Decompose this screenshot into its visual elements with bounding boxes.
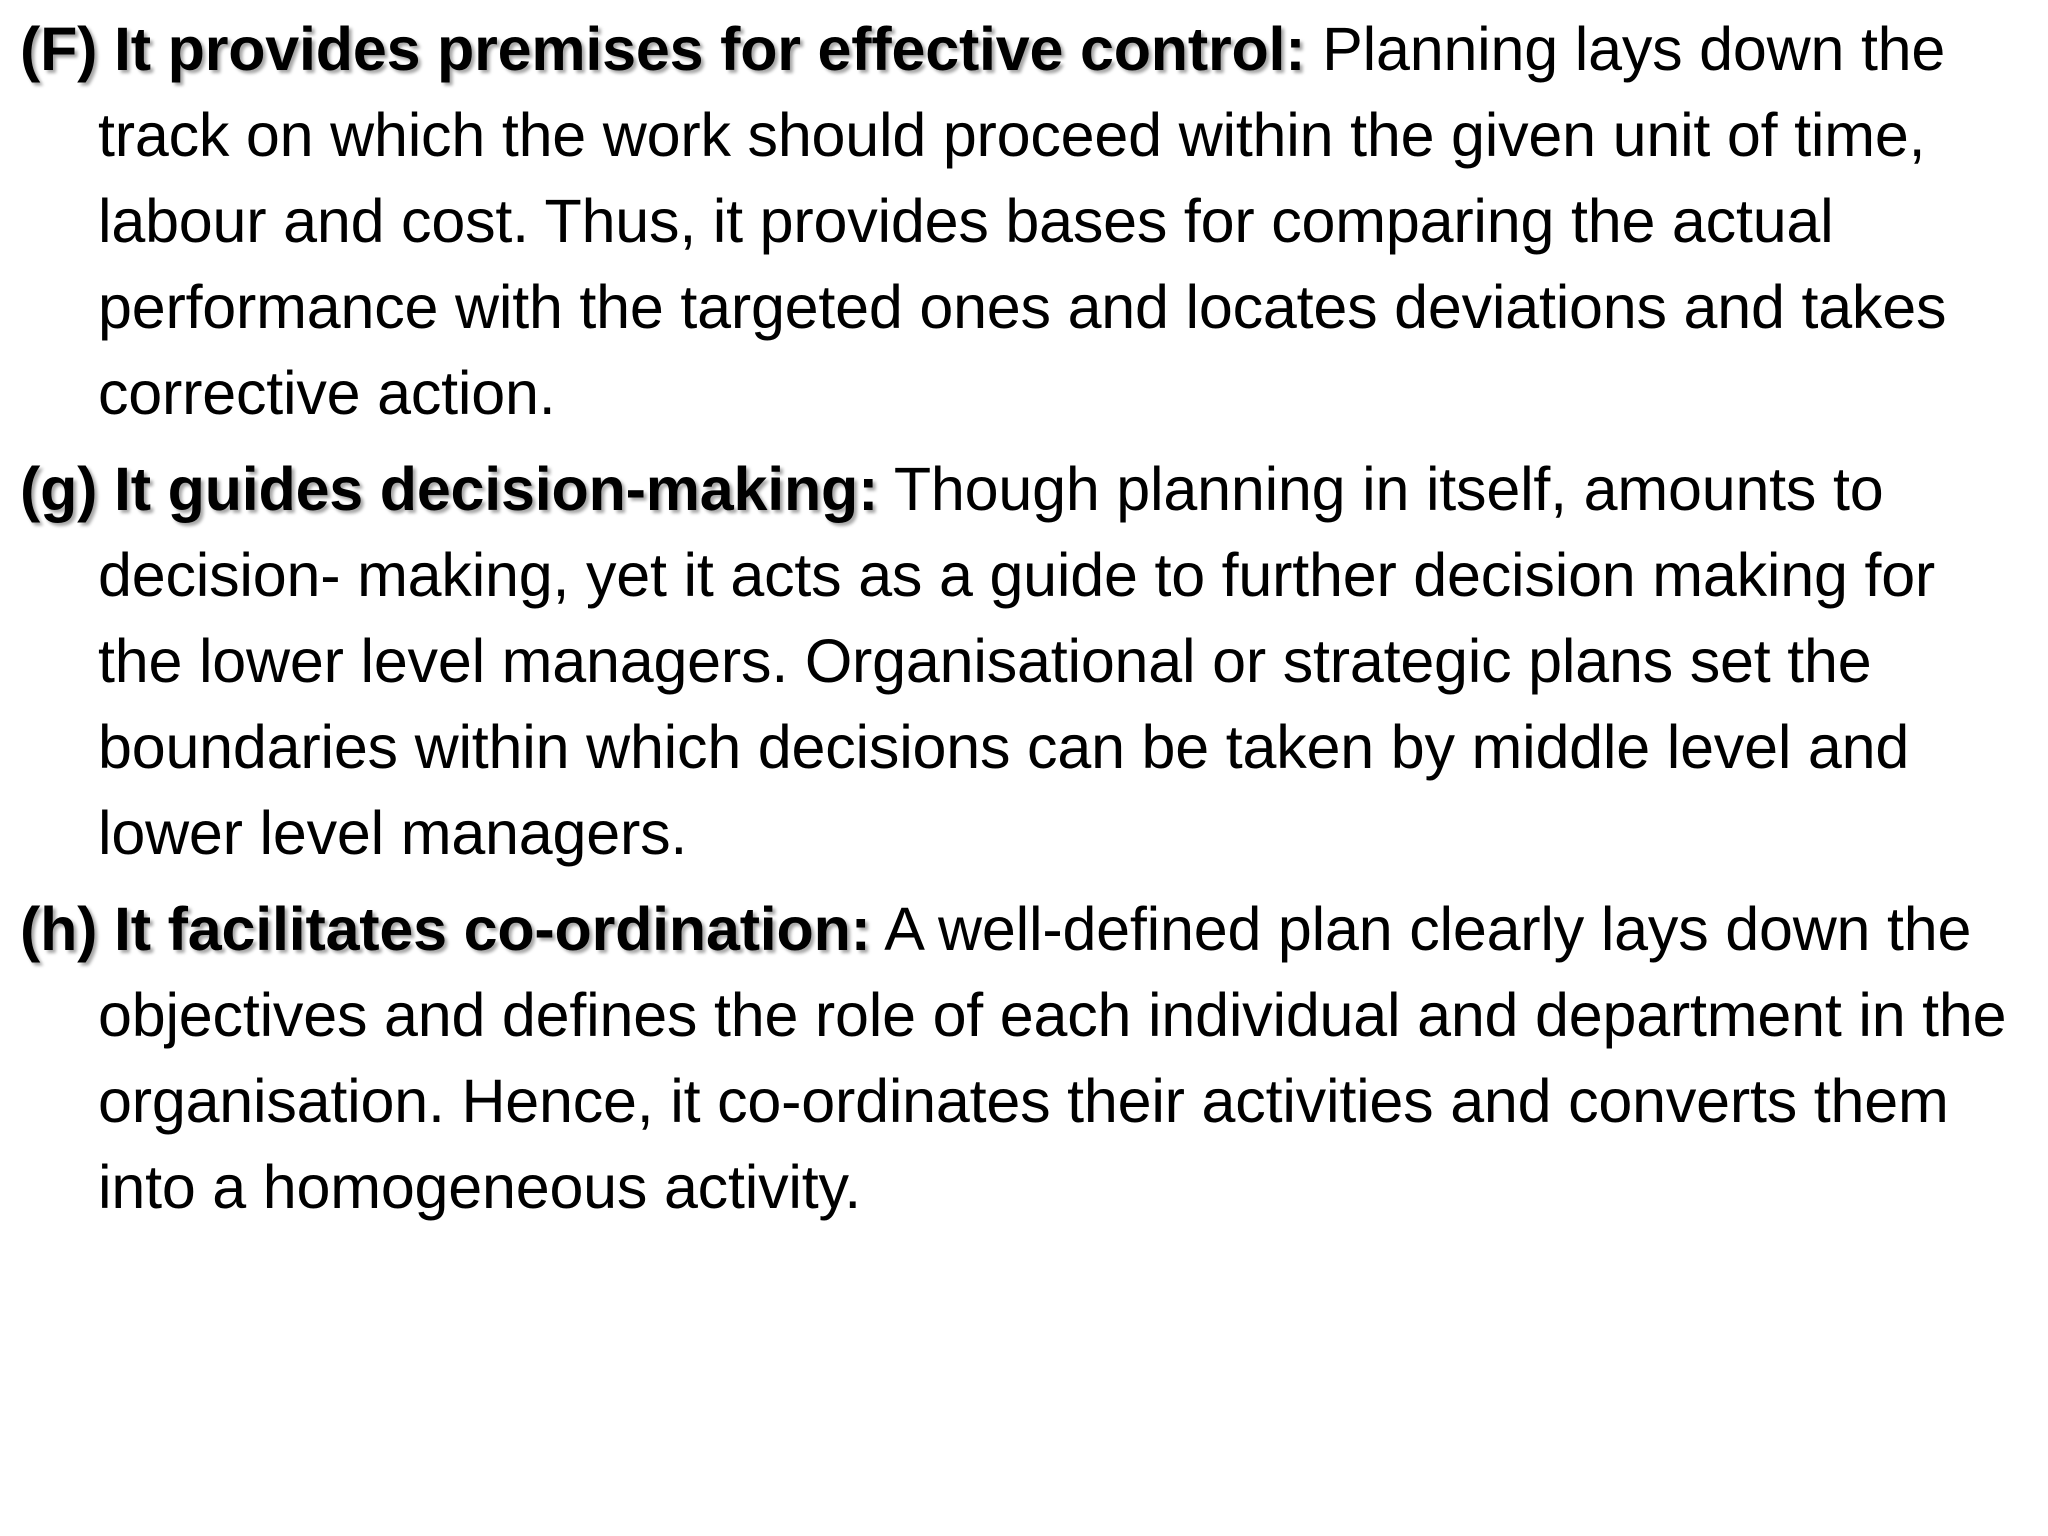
point-h-co-ordination	[20, 886, 2030, 1230]
point-f-effective-control	[20, 6, 2030, 436]
point-heading: (F) It provides premises for effective control:	[20, 15, 1306, 83]
point-body: A well-defined plan clearly lays down the objectives and defines the role of each individual and department in the organisation. Hence, it co-ordinates their activities and converts them into a homogeneous activity.	[98, 895, 2007, 1221]
point-heading: (g) It guides decision-making:	[20, 455, 879, 523]
point-g-decision-making	[20, 446, 2030, 876]
point-body: Planning lays down the track on which the work should proceed within the given unit of time, labour and cost. Thus, it provides bases for comparing the actual performance with the targeted ones and locates deviations and takes corrective action.	[98, 15, 1947, 427]
point-body: Though planning in itself, amounts to decision- making, yet it acts as a guide to further decision making for the lower level managers. Organisational or strategic plans set the boundaries within which decisions can be taken by middle level and lower level managers.	[98, 455, 1936, 867]
point-heading: (h) It facilitates co-ordination:	[20, 895, 871, 963]
